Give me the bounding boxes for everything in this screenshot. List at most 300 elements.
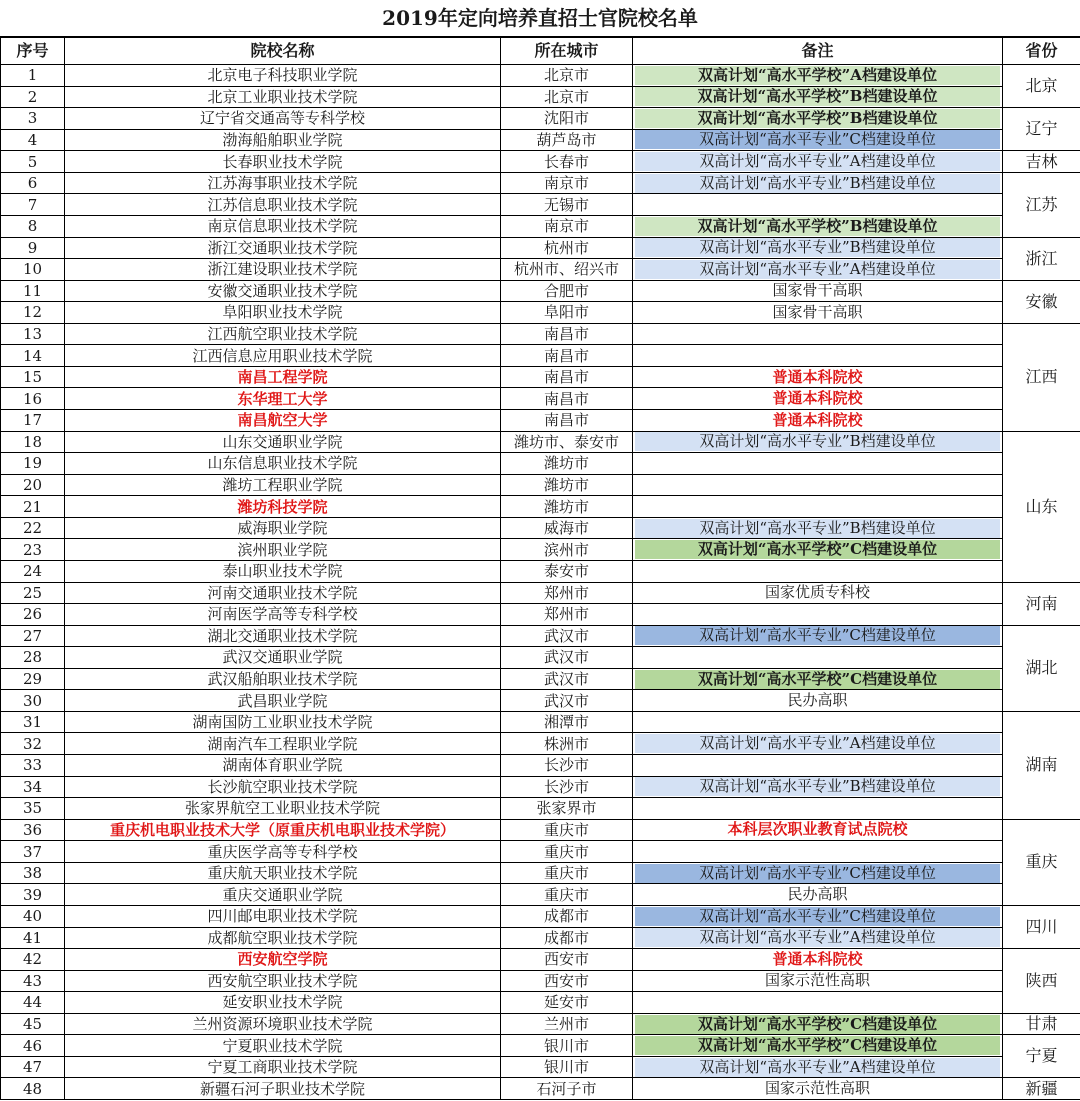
row-number: 48: [1, 1078, 65, 1100]
school-note: 双高计划“高水平专业”A档建设单位: [635, 734, 1000, 753]
school-note-cell: [633, 733, 1003, 755]
school-name: 延安职业技术学院: [65, 992, 501, 1014]
school-note-cell: [633, 323, 1003, 345]
school-note: 双高计划“高水平学校”B档建设单位: [635, 109, 1000, 128]
row-number: 23: [1, 539, 65, 561]
school-city: 郑州市: [501, 604, 633, 626]
school-note-cell: [633, 862, 1003, 884]
school-city: 银川市: [501, 1035, 633, 1057]
school-name: 阜阳职业技术学院: [65, 302, 501, 324]
school-note-cell: [633, 410, 1003, 432]
school-note: [635, 195, 1000, 214]
school-note: 双高计划“高水平专业”B档建设单位: [635, 174, 1000, 193]
school-city: 成都市: [501, 927, 633, 949]
school-name: 四川邮电职业技术学院: [65, 905, 501, 927]
school-name: 重庆医学高等专科学校: [65, 841, 501, 863]
school-note-cell: [633, 1035, 1003, 1057]
school-note: 双高计划“高水平专业”C档建设单位: [635, 130, 1000, 149]
school-note-cell: [633, 625, 1003, 647]
school-note-cell: [633, 927, 1003, 949]
table-row: [1, 453, 1080, 475]
school-note-cell: [633, 1056, 1003, 1078]
school-city: 南昌市: [501, 345, 633, 367]
table-row: [1, 1078, 1080, 1100]
school-note: 双高计划“高水平专业”A档建设单位: [635, 152, 1000, 171]
school-city: 潍坊市: [501, 453, 633, 475]
table-row: [1, 1013, 1080, 1035]
school-note: [635, 648, 1000, 667]
row-number: 11: [1, 280, 65, 302]
row-number: 30: [1, 690, 65, 712]
table-row: [1, 215, 1080, 237]
table-row: [1, 366, 1080, 388]
school-name: 重庆航天职业技术学院: [65, 862, 501, 884]
school-note: [635, 756, 1000, 775]
school-name: 湖南国防工业职业技术学院: [65, 711, 501, 733]
school-note-cell: [633, 388, 1003, 410]
table-row: [1, 151, 1080, 173]
school-note-cell: [633, 129, 1003, 151]
school-note: 双高计划“高水平专业”B档建设单位: [635, 432, 1000, 451]
school-name: 浙江建设职业技术学院: [65, 259, 501, 281]
table-row: [1, 388, 1080, 410]
table-row: [1, 410, 1080, 432]
province-cell: 新疆: [1003, 1078, 1080, 1100]
school-city: 武汉市: [501, 647, 633, 669]
province-cell: 河南: [1003, 582, 1080, 625]
school-city: 阜阳市: [501, 302, 633, 324]
school-note-cell: [633, 776, 1003, 798]
school-note: [635, 346, 1000, 365]
table-row: [1, 345, 1080, 367]
province-cell: 湖南: [1003, 711, 1080, 819]
school-name: 南昌航空大学: [65, 410, 501, 432]
row-number: 39: [1, 884, 65, 906]
row-number: 42: [1, 949, 65, 971]
school-name: 河南交通职业技术学院: [65, 582, 501, 604]
school-note: 普通本科院校: [772, 949, 863, 968]
school-city: 西安市: [501, 970, 633, 992]
table-row: [1, 776, 1080, 798]
table-row: [1, 108, 1080, 130]
table-row: [1, 841, 1080, 863]
school-note-cell: [633, 949, 1003, 971]
school-name: 威海职业学院: [65, 517, 501, 539]
table-row: [1, 259, 1080, 281]
school-note: 国家优质专科校: [764, 583, 870, 602]
row-number: 27: [1, 625, 65, 647]
province-cell: 江西: [1003, 323, 1080, 431]
school-note: [635, 454, 1000, 473]
table-row: [1, 517, 1080, 539]
row-number: 26: [1, 604, 65, 626]
school-note: 普通本科院校: [772, 410, 863, 429]
row-number: 34: [1, 776, 65, 798]
school-note-cell: [633, 1078, 1003, 1100]
school-note-cell: [633, 798, 1003, 820]
school-note-cell: [633, 345, 1003, 367]
school-note: 双高计划“高水平学校”B档建设单位: [635, 217, 1000, 236]
school-note-cell: [633, 280, 1003, 302]
table-row: [1, 172, 1080, 194]
school-name: 张家界航空工业职业技术学院: [65, 798, 501, 820]
table-row: [1, 474, 1080, 496]
school-note-cell: [633, 560, 1003, 582]
school-note: 双高计划“高水平专业”C档建设单位: [635, 907, 1000, 926]
school-city: 郑州市: [501, 582, 633, 604]
school-city: 南昌市: [501, 366, 633, 388]
school-note: [635, 842, 1000, 861]
table-row: [1, 1056, 1080, 1078]
school-city: 北京市: [501, 86, 633, 108]
school-name: 江苏信息职业技术学院: [65, 194, 501, 216]
table-row: [1, 711, 1080, 733]
school-city: 北京市: [501, 65, 633, 87]
school-name: 湖南体育职业学院: [65, 755, 501, 777]
school-name: 滨州职业学院: [65, 539, 501, 561]
province-cell: 宁夏: [1003, 1035, 1080, 1078]
school-note: 双高计划“高水平专业”A档建设单位: [635, 260, 1000, 279]
row-number: 21: [1, 496, 65, 518]
school-city: 杭州市、绍兴市: [501, 259, 633, 281]
table-row: [1, 431, 1080, 453]
province-cell: 浙江: [1003, 237, 1080, 280]
row-number: 43: [1, 970, 65, 992]
school-note: 双高计划“高水平专业”A档建设单位: [635, 928, 1000, 947]
table-row: [1, 733, 1080, 755]
row-number: 47: [1, 1056, 65, 1078]
table-row: [1, 539, 1080, 561]
school-note-cell: [633, 108, 1003, 130]
school-note-cell: [633, 496, 1003, 518]
table-row: [1, 690, 1080, 712]
row-number: 6: [1, 172, 65, 194]
school-city: 西安市: [501, 949, 633, 971]
school-note-cell: [633, 970, 1003, 992]
school-city: 重庆市: [501, 862, 633, 884]
row-number: 37: [1, 841, 65, 863]
school-city: 武汉市: [501, 668, 633, 690]
table-row: [1, 129, 1080, 151]
school-note-cell: [633, 65, 1003, 87]
school-note-cell: [633, 841, 1003, 863]
school-name: 重庆交通职业学院: [65, 884, 501, 906]
school-note-cell: [633, 755, 1003, 777]
school-name: 江西航空职业技术学院: [65, 323, 501, 345]
school-name: 武昌职业学院: [65, 690, 501, 712]
school-city: 威海市: [501, 517, 633, 539]
school-name: 东华理工大学: [65, 388, 501, 410]
school-note: 双高计划“高水平专业”B档建设单位: [635, 238, 1000, 257]
row-number: 35: [1, 798, 65, 820]
school-name: 辽宁省交通高等专科学校: [65, 108, 501, 130]
row-number: 10: [1, 259, 65, 281]
school-note: [635, 497, 1000, 516]
school-note-cell: [633, 302, 1003, 324]
province-cell: 江苏: [1003, 172, 1080, 237]
table-row: [1, 970, 1080, 992]
province-cell: 北京: [1003, 65, 1080, 108]
school-note-cell: [633, 151, 1003, 173]
school-name: 武汉交通职业学院: [65, 647, 501, 669]
table-row: [1, 819, 1080, 841]
school-note: [635, 325, 1000, 344]
province-cell: 山东: [1003, 431, 1080, 582]
row-number: 5: [1, 151, 65, 173]
school-note: 普通本科院校: [772, 367, 863, 386]
school-city: 南昌市: [501, 388, 633, 410]
school-city: 重庆市: [501, 819, 633, 841]
school-city: 长沙市: [501, 755, 633, 777]
school-note: [635, 993, 1000, 1012]
school-name: 武汉船舶职业技术学院: [65, 668, 501, 690]
school-note: 民办高职: [787, 691, 848, 710]
school-note: [635, 562, 1000, 581]
school-note: 国家示范性高职: [764, 1079, 870, 1098]
school-note: 民办高职: [787, 885, 848, 904]
row-number: 45: [1, 1013, 65, 1035]
school-name: 南昌工程学院: [65, 366, 501, 388]
row-number: 22: [1, 517, 65, 539]
row-number: 16: [1, 388, 65, 410]
school-name: 西安航空职业技术学院: [65, 970, 501, 992]
school-note: 双高计划“高水平学校”C档建设单位: [635, 1036, 1000, 1055]
table-row: [1, 280, 1080, 302]
school-note: 双高计划“高水平学校”A档建设单位: [635, 66, 1000, 85]
table-row: [1, 302, 1080, 324]
table-row: [1, 755, 1080, 777]
school-note-cell: [633, 690, 1003, 712]
row-number: 3: [1, 108, 65, 130]
school-note-cell: [633, 86, 1003, 108]
header-name: 院校名称: [65, 38, 501, 65]
school-name: 河南医学高等专科学校: [65, 604, 501, 626]
row-number: 29: [1, 668, 65, 690]
school-note: 普通本科院校: [772, 389, 863, 408]
school-city: 延安市: [501, 992, 633, 1014]
school-name: 湖南汽车工程职业学院: [65, 733, 501, 755]
table-row: [1, 582, 1080, 604]
row-number: 13: [1, 323, 65, 345]
school-note-cell: [633, 431, 1003, 453]
school-note-cell: [633, 992, 1003, 1014]
school-note: [635, 713, 1000, 732]
school-note: 国家骨干高职: [772, 281, 863, 300]
province-cell: 四川: [1003, 905, 1080, 948]
school-note-cell: [633, 453, 1003, 475]
school-note-cell: [633, 172, 1003, 194]
school-name: 新疆石河子职业技术学院: [65, 1078, 501, 1100]
school-note-cell: [633, 215, 1003, 237]
school-city: 张家界市: [501, 798, 633, 820]
school-note: 双高计划“高水平专业”B档建设单位: [635, 519, 1000, 538]
school-note-cell: [633, 194, 1003, 216]
school-name: 浙江交通职业技术学院: [65, 237, 501, 259]
table-row: [1, 884, 1080, 906]
school-note: 双高计划“高水平学校”C档建设单位: [635, 1015, 1000, 1034]
school-city: 武汉市: [501, 690, 633, 712]
table-row: [1, 496, 1080, 518]
school-city: 泰安市: [501, 560, 633, 582]
school-city: 潍坊市: [501, 496, 633, 518]
school-name: 南京信息职业技术学院: [65, 215, 501, 237]
table-row: [1, 65, 1080, 87]
school-name: 西安航空学院: [65, 949, 501, 971]
school-name: 长沙航空职业技术学院: [65, 776, 501, 798]
school-note: 本科层次职业教育试点院校: [727, 820, 908, 839]
table-row: [1, 905, 1080, 927]
school-city: 潍坊市、泰安市: [501, 431, 633, 453]
table-row: [1, 194, 1080, 216]
school-name: 潍坊工程职业学院: [65, 474, 501, 496]
school-city: 成都市: [501, 905, 633, 927]
table-row: [1, 668, 1080, 690]
school-note-cell: [633, 647, 1003, 669]
school-note: 国家骨干高职: [772, 302, 863, 321]
header-no: 序号: [1, 38, 65, 65]
school-city: 南京市: [501, 215, 633, 237]
school-note-cell: [633, 474, 1003, 496]
school-city: 长春市: [501, 151, 633, 173]
school-note: 双高计划“高水平专业”B档建设单位: [635, 777, 1000, 796]
row-number: 24: [1, 560, 65, 582]
school-note: 双高计划“高水平学校”B档建设单位: [635, 87, 1000, 106]
header-city: 所在城市: [501, 38, 633, 65]
school-note-cell: [633, 539, 1003, 561]
school-city: 武汉市: [501, 625, 633, 647]
table-row: [1, 1035, 1080, 1057]
table-row: [1, 323, 1080, 345]
school-note-cell: [633, 517, 1003, 539]
table-row: [1, 625, 1080, 647]
province-cell: 湖北: [1003, 625, 1080, 711]
province-cell: 吉林: [1003, 151, 1080, 173]
row-number: 17: [1, 410, 65, 432]
school-note-cell: [633, 884, 1003, 906]
school-name: 宁夏工商职业技术学院: [65, 1056, 501, 1078]
row-number: 31: [1, 711, 65, 733]
row-number: 40: [1, 905, 65, 927]
school-note-cell: [633, 668, 1003, 690]
school-city: 株洲市: [501, 733, 633, 755]
school-name: 泰山职业技术学院: [65, 560, 501, 582]
school-note: 双高计划“高水平学校”C档建设单位: [635, 540, 1000, 559]
table-header-row: [1, 38, 1080, 65]
school-name: 渤海船舶职业学院: [65, 129, 501, 151]
table-row: [1, 927, 1080, 949]
school-name: 长春职业技术学院: [65, 151, 501, 173]
table-body: [1, 65, 1080, 1100]
row-number: 18: [1, 431, 65, 453]
row-number: 1: [1, 65, 65, 87]
school-note-cell: [633, 711, 1003, 733]
school-name: 潍坊科技学院: [65, 496, 501, 518]
school-city: 重庆市: [501, 841, 633, 863]
school-note: 双高计划“高水平专业”A档建设单位: [635, 1058, 1000, 1077]
province-cell: 辽宁: [1003, 108, 1080, 151]
school-city: 湘潭市: [501, 711, 633, 733]
school-name: 北京电子科技职业学院: [65, 65, 501, 87]
school-note-cell: [633, 259, 1003, 281]
school-note-cell: [633, 819, 1003, 841]
table-row: [1, 798, 1080, 820]
school-city: 兰州市: [501, 1013, 633, 1035]
school-city: 合肥市: [501, 280, 633, 302]
row-number: 28: [1, 647, 65, 669]
table-row: [1, 862, 1080, 884]
school-note-cell: [633, 237, 1003, 259]
school-city: 南昌市: [501, 410, 633, 432]
row-number: 36: [1, 819, 65, 841]
row-number: 41: [1, 927, 65, 949]
row-number: 19: [1, 453, 65, 475]
table-row: [1, 237, 1080, 259]
header-note: 备注: [633, 38, 1003, 65]
school-note-cell: [633, 366, 1003, 388]
row-number: 7: [1, 194, 65, 216]
school-city: 重庆市: [501, 884, 633, 906]
school-name: 宁夏职业技术学院: [65, 1035, 501, 1057]
province-cell: 甘肃: [1003, 1013, 1080, 1035]
school-note: 国家示范性高职: [764, 971, 870, 990]
school-name: 重庆机电职业技术大学（原重庆机电职业技术学院）: [65, 819, 501, 841]
school-note-cell: [633, 905, 1003, 927]
school-city: 沈阳市: [501, 108, 633, 130]
table-row: [1, 992, 1080, 1014]
province-cell: 陕西: [1003, 949, 1080, 1014]
table-row: [1, 560, 1080, 582]
province-cell: 重庆: [1003, 819, 1080, 905]
school-note: 双高计划“高水平专业”C档建设单位: [635, 626, 1000, 645]
row-number: 2: [1, 86, 65, 108]
school-name: 成都航空职业技术学院: [65, 927, 501, 949]
table-row: [1, 86, 1080, 108]
school-note: 双高计划“高水平专业”C档建设单位: [635, 864, 1000, 883]
school-city: 南京市: [501, 172, 633, 194]
table-row: [1, 647, 1080, 669]
province-cell: 安徽: [1003, 280, 1080, 323]
school-note-cell: [633, 1013, 1003, 1035]
row-number: 20: [1, 474, 65, 496]
school-name: 北京工业职业技术学院: [65, 86, 501, 108]
school-city: 石河子市: [501, 1078, 633, 1100]
row-number: 33: [1, 755, 65, 777]
row-number: 14: [1, 345, 65, 367]
school-city: 银川市: [501, 1056, 633, 1078]
row-number: 44: [1, 992, 65, 1014]
header-province: 省份: [1003, 38, 1080, 65]
school-table: [0, 37, 1080, 1100]
school-city: 南昌市: [501, 323, 633, 345]
row-number: 46: [1, 1035, 65, 1057]
row-number: 9: [1, 237, 65, 259]
row-number: 15: [1, 366, 65, 388]
school-note-cell: [633, 582, 1003, 604]
school-name: 兰州资源环境职业技术学院: [65, 1013, 501, 1035]
school-city: 杭州市: [501, 237, 633, 259]
school-name: 湖北交通职业技术学院: [65, 625, 501, 647]
school-city: 长沙市: [501, 776, 633, 798]
school-city: 滨州市: [501, 539, 633, 561]
table-row: [1, 949, 1080, 971]
row-number: 32: [1, 733, 65, 755]
school-note: [635, 799, 1000, 818]
row-number: 25: [1, 582, 65, 604]
school-city: 葫芦岛市: [501, 129, 633, 151]
row-number: 4: [1, 129, 65, 151]
page-title: 2019年定向培养直招士官院校名单: [0, 0, 1080, 37]
table-row: [1, 604, 1080, 626]
